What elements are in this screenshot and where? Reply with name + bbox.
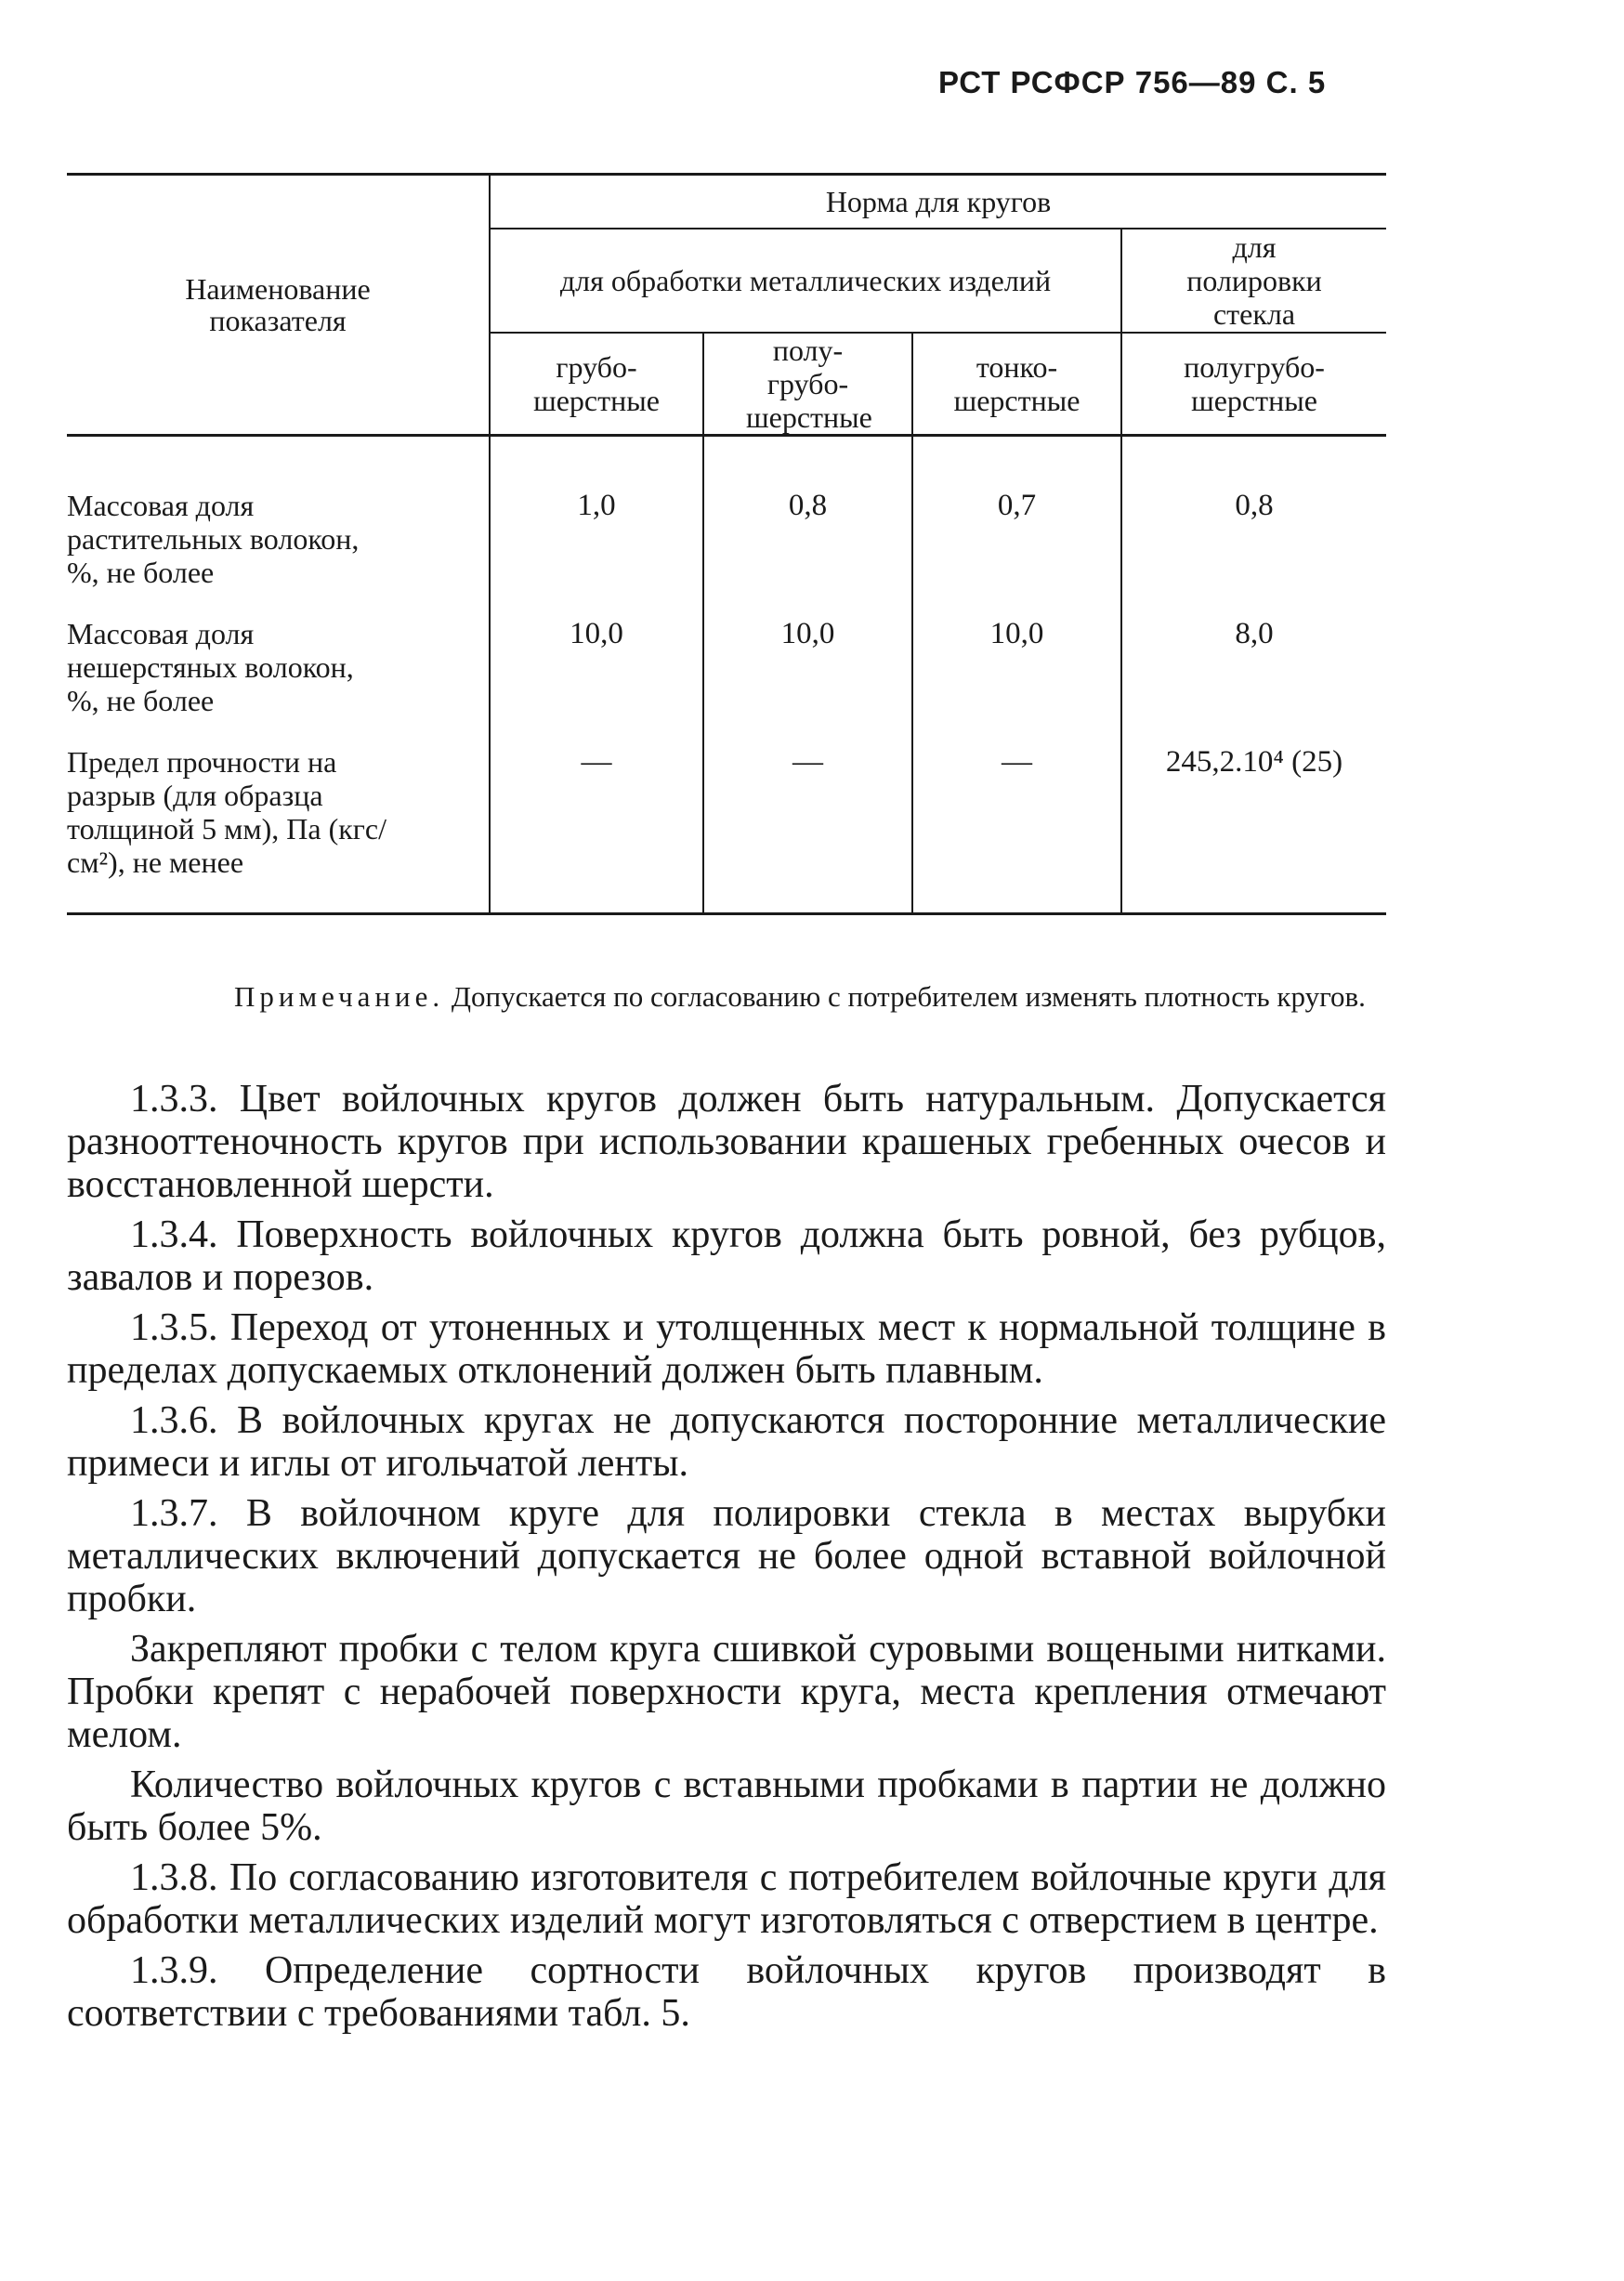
subheader-glass: для полировки стекла bbox=[1121, 229, 1386, 333]
table-row bbox=[67, 745, 1386, 914]
col-header-glass-semicoarse: полугрубо-шерстные bbox=[1121, 333, 1386, 436]
col-header-coarse: грубо-шерстные bbox=[490, 333, 703, 436]
paragraph-1-3-8: 1.3.8. По согласованию изготовителя с потребителем войлочные круги для обработки металлических изделий могут изготовляться с отверстием в центре. bbox=[67, 1856, 1386, 1942]
paragraph-1-3-3: 1.3.3. Цвет войлочных кругов должен быть натуральным. Допускается разнооттеночность кругов при использовании крашеных гребенных очесов и восстановленной шерсти. bbox=[67, 1078, 1386, 1206]
running-head: РСТ РСФСР 756—89 С. 5 bbox=[938, 65, 1327, 99]
cell-value: 10,0 bbox=[490, 617, 703, 745]
row-name: Массовая доля растительных волокон, %, не более bbox=[67, 489, 360, 589]
paragraph-1-3-7: 1.3.7. В войлочном круге для полировки стекла в местах вырубки металлических включений допускается не более одной вставной войлочной пробки. bbox=[67, 1492, 1386, 1620]
subheader-metal: для обработки металлических изделий bbox=[490, 229, 1121, 333]
table-row bbox=[67, 617, 1386, 745]
cell-value: 0,8 bbox=[703, 436, 912, 618]
col-header-fine: тонко-шерстные bbox=[912, 333, 1121, 436]
note-text: Допускается по согласованию с потребителем изменять плотность кругов. bbox=[451, 980, 1366, 1013]
cell-value: 10,0 bbox=[703, 617, 912, 745]
row-name: Массовая доля нешерстяных волокон, %, не более bbox=[67, 617, 354, 717]
cell-value: 0,8 bbox=[1121, 436, 1386, 618]
col-header-semicoarse: полу-грубо-шерстные bbox=[703, 333, 912, 436]
paragraph-plugs-fixing: Закрепляют пробки с телом круга сшивкой суровыми вощеными нитками. Пробки крепят с нерабочей поверхности круга, места крепления отмечают мелом. bbox=[67, 1628, 1386, 1756]
norm-table bbox=[67, 173, 1386, 915]
cell-value: 8,0 bbox=[1121, 617, 1386, 745]
cell-value: 10,0 bbox=[912, 617, 1121, 745]
body-text bbox=[67, 1078, 1386, 2042]
note-label: Примечание. bbox=[234, 980, 445, 1013]
paragraph-1-3-9: 1.3.9. Определение сортности войлочных кругов производят в соответствии с требованиями табл. 5. bbox=[67, 1949, 1386, 2035]
paragraph-1-3-6: 1.3.6. В войлочных кругах не допускаются посторонние металлические примеси и иглы от игольчатой ленты. bbox=[67, 1399, 1386, 1485]
group-header: Норма для кругов bbox=[490, 175, 1386, 229]
row-name: Предел прочности на разрыв (для образца толщиной 5 мм), Па (кгс/см²), не менее bbox=[67, 745, 490, 914]
paragraph-1-3-5: 1.3.5. Переход от утоненных и утолщенных мест к нормальной толщине в пределах допускаемых отклонений должен быть плавным. bbox=[67, 1306, 1386, 1392]
cell-value: 1,0 bbox=[490, 436, 703, 618]
table-note bbox=[67, 979, 1386, 1015]
paragraph-1-3-4: 1.3.4. Поверхность войлочных кругов должна быть ровной, без рубцов, завалов и порезов. bbox=[67, 1213, 1386, 1299]
cell-value: — bbox=[490, 745, 703, 914]
col-header-name: Наименование показателя bbox=[67, 175, 490, 436]
cell-value: 0,7 bbox=[912, 436, 1121, 618]
cell-value: — bbox=[703, 745, 912, 914]
table-row bbox=[67, 436, 1386, 618]
cell-value: 245,2.10⁴ (25) bbox=[1121, 745, 1386, 914]
paragraph-plugs-quantity: Количество войлочных кругов с вставными пробками в партии не должно быть более 5%. bbox=[67, 1763, 1386, 1849]
cell-value: — bbox=[912, 745, 1121, 914]
